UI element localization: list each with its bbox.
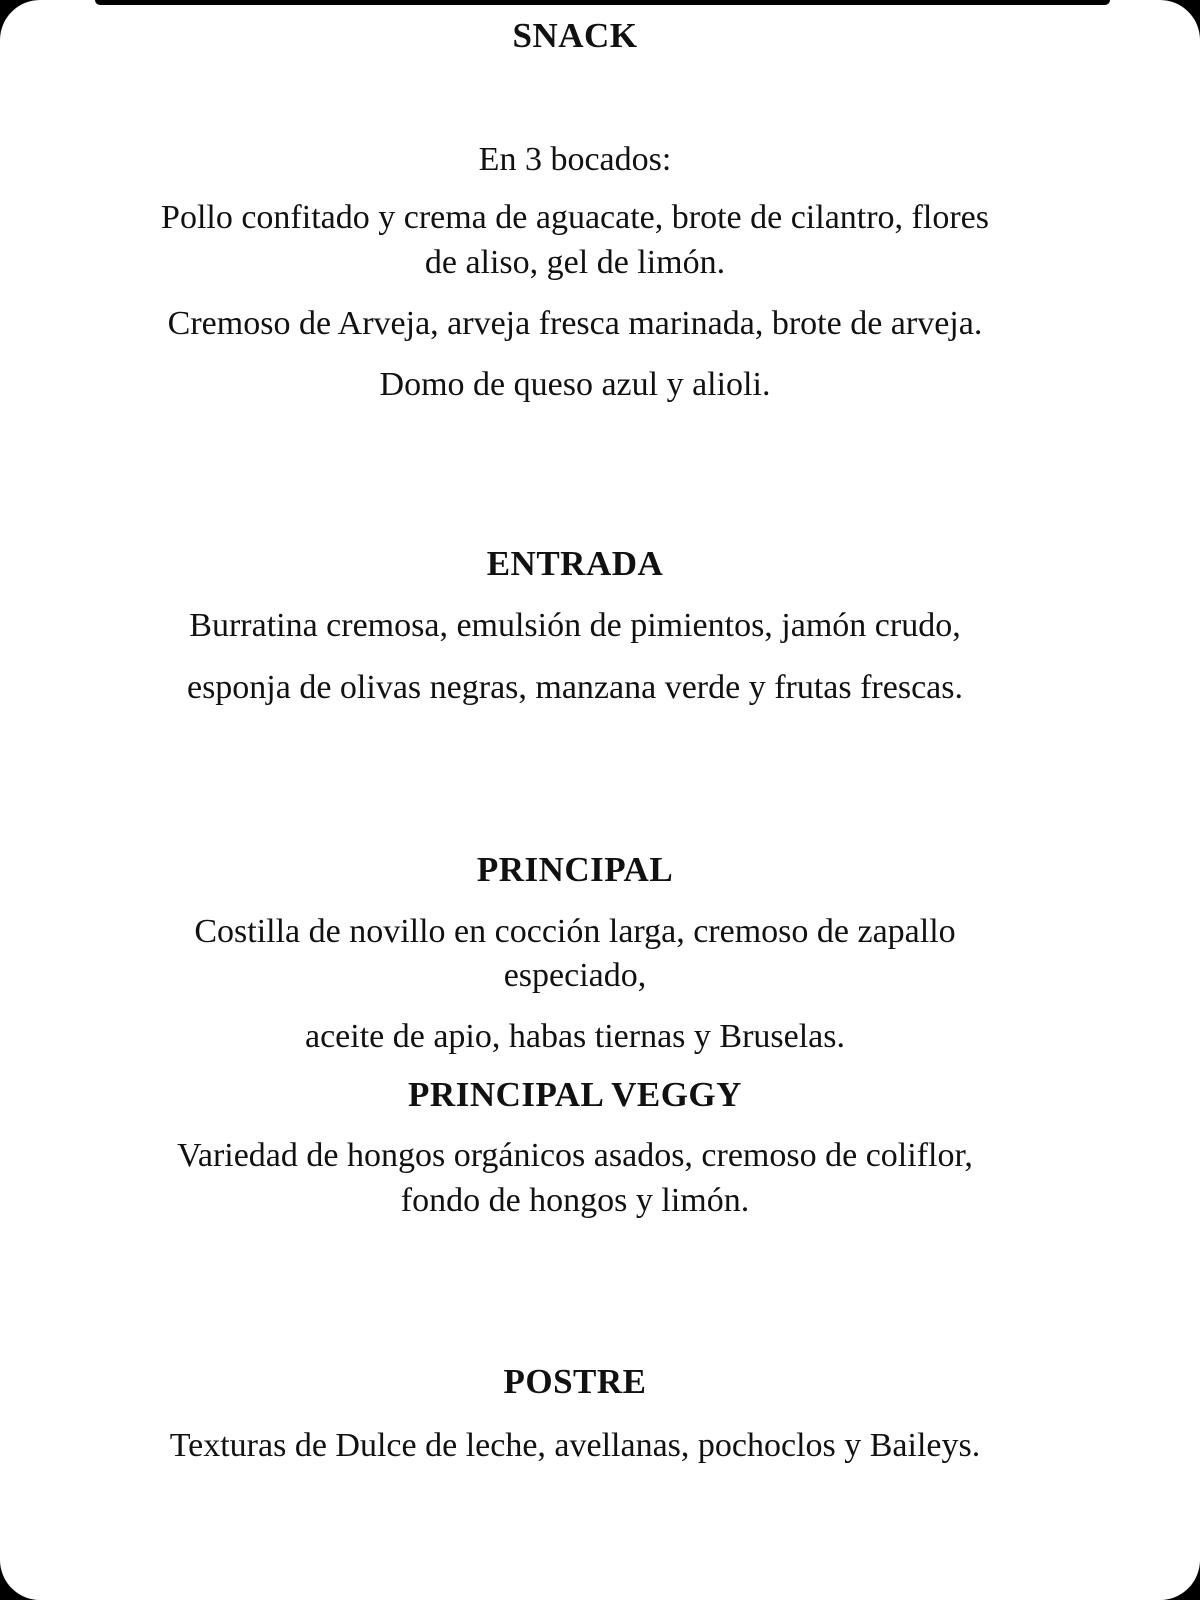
principal-line-3: aceite de apio, habas tiernas y Bruselas. [304, 1018, 845, 1055]
snack-item-1-line-1: Pollo confitado y crema de aguacate, brote de cilantro, flores [161, 199, 989, 236]
snack-item-2: Cremoso de Arveja, arveja fresca marinada, brote de arveja. [167, 305, 983, 342]
entrada-line-1: Burratina cremosa, emulsión de pimientos, jamón crudo, [189, 607, 961, 644]
principal-line-1: Costilla de novillo en cocción larga, cremoso de zapallo [194, 913, 956, 950]
entrada-line-2: esponja de olivas negras, manzana verde y frutas frescas. [186, 669, 963, 706]
principal-veggy-line-2: fondo de hongos y limón. [400, 1182, 750, 1219]
principal-veggy-line-1: Variedad de hongos orgánicos asados, cremoso de coliflor, [177, 1137, 973, 1174]
principal-veggy-heading: PRINCIPAL VEGGY [408, 1075, 742, 1114]
top-edge-bar [95, 0, 1110, 5]
postre-heading: POSTRE [503, 1362, 647, 1401]
snack-intro: En 3 bocados: [478, 141, 672, 178]
snack-heading: SNACK [512, 16, 638, 55]
principal-heading: PRINCIPAL [476, 850, 674, 889]
principal-line-2: especiado, [503, 957, 647, 994]
snack-item-3: Domo de queso azul y alioli. [379, 366, 771, 403]
snack-item-1-line-2: de aliso, gel de limón. [424, 244, 726, 281]
entrada-heading: ENTRADA [486, 544, 664, 583]
postre-line-1: Texturas de Dulce de leche, avellanas, pochoclos y Baileys. [169, 1427, 981, 1464]
